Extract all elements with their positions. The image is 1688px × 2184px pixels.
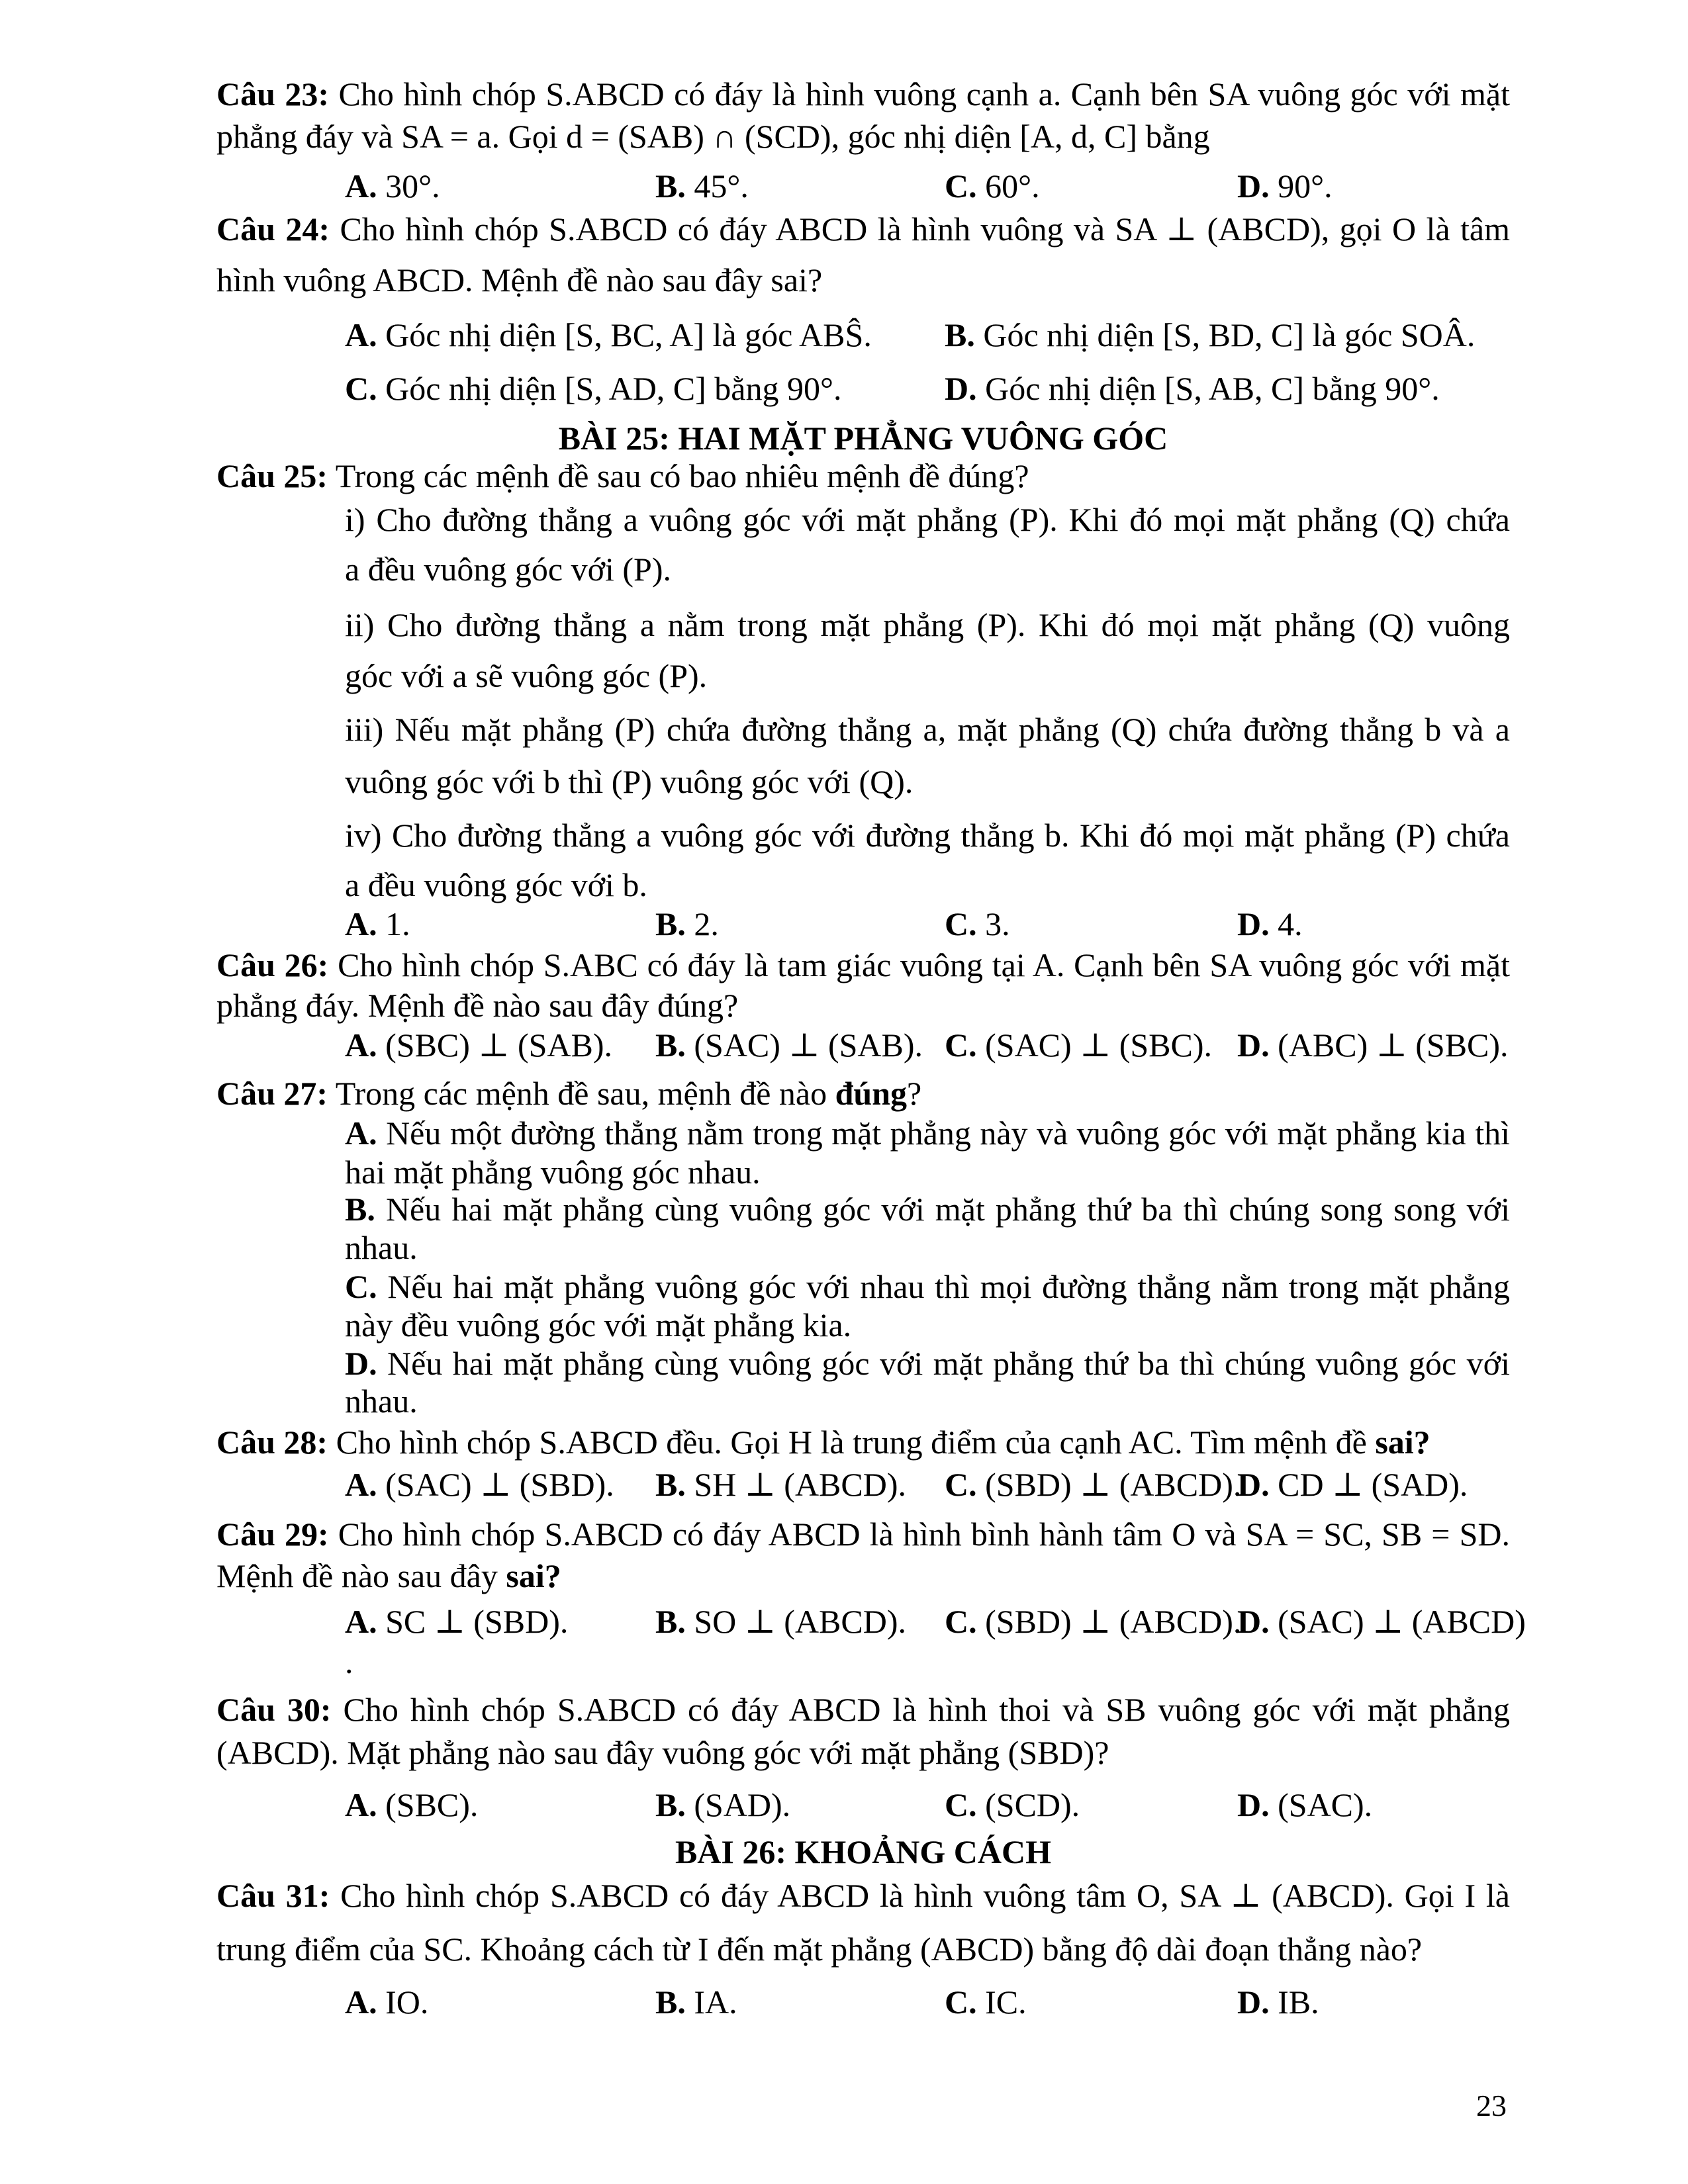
emphasis: đúng: [835, 1075, 908, 1112]
question-text: Cho hình chóp S.ABC có đáy là tam giác vuông tại A. Cạnh bên SA vuông góc với mặt: [338, 946, 1510, 983]
option-d: [1237, 1981, 1319, 2023]
option-text: nhau.: [345, 1383, 418, 1420]
option-key: A.: [345, 905, 377, 942]
question-23-line: [216, 73, 1510, 114]
statement: góc với a sẽ vuông góc (P).: [345, 657, 708, 694]
option-key: D.: [1237, 1026, 1270, 1064]
option-text: (SBC).: [385, 1786, 479, 1823]
question-27-line: [216, 1073, 1510, 1114]
option-key: D.: [1237, 1786, 1270, 1823]
option-text: 3.: [985, 905, 1010, 942]
option-a: [345, 1113, 1510, 1154]
option-text: 1.: [385, 905, 410, 942]
option-c: [945, 165, 1040, 206]
option-c: [945, 1601, 1241, 1642]
option-c: [945, 903, 1010, 944]
question-label: Câu 26:: [216, 946, 329, 983]
question-text: Cho hình chóp S.ABCD có đáy ABCD là hình vuông và SA ⊥ (ABCD), gọi O là tâm: [340, 210, 1510, 248]
question-label: Câu 29:: [216, 1516, 329, 1553]
option-b: [655, 1981, 737, 2023]
question-text: Cho hình chóp S.ABCD có đáy ABCD là hình thoi và SB vuông góc với mặt phẳng: [343, 1691, 1510, 1728]
option-key: A.: [345, 1466, 377, 1503]
question-26-line: [216, 944, 1510, 985]
question-text: phẳng đáy và SA = a. Gọi d = (SAB) ∩ (SCD), góc nhị diện [A, d, C] bằng: [216, 118, 1210, 155]
question-label: Câu 24:: [216, 210, 330, 248]
option-c: [945, 1464, 1241, 1505]
option-b: [655, 1601, 906, 1642]
option-key: A.: [345, 1603, 377, 1640]
emphasis: sai?: [506, 1557, 561, 1594]
option-text: (SBD) ⊥ (ABCD).: [985, 1466, 1242, 1503]
question-28-line: [216, 1422, 1510, 1463]
option-text: SC ⊥ (SBD).: [385, 1603, 569, 1640]
option-text: Nếu hai mặt phẳng cùng vuông góc với mặt phẳng thứ ba thì chúng vuông góc với: [387, 1345, 1510, 1382]
section-title: BÀI 26: KHOẢNG CÁCH: [675, 1833, 1052, 1870]
option-c: [945, 1981, 1027, 2023]
option-key: D.: [1237, 905, 1270, 942]
question-text: Mệnh đề nào sau đây: [216, 1557, 498, 1594]
option-text: 60°.: [985, 167, 1040, 205]
option-key: C.: [945, 1466, 977, 1503]
option-key: B.: [655, 1786, 686, 1823]
option-text: IC.: [985, 1983, 1027, 2021]
option-key: C.: [345, 370, 377, 407]
option-text: (SAC) ⊥ (SBC).: [985, 1026, 1213, 1064]
option-text: (ABC) ⊥ (SBC).: [1278, 1026, 1509, 1064]
option-key: C.: [945, 1026, 977, 1064]
statement: a đều vuông góc với (P).: [345, 551, 672, 588]
question-29-line: [216, 1514, 1510, 1555]
question-text: hình vuông ABCD. Mệnh đề nào sau đây sai?: [216, 261, 823, 298]
option-a: [345, 1601, 568, 1642]
option-a: [345, 1464, 614, 1505]
page-number: 23: [1476, 2089, 1507, 2122]
option-key: A.: [345, 167, 377, 205]
option-text: Góc nhị diện [S, AD, C] bằng 90°.: [385, 370, 842, 407]
statement: a đều vuông góc với b.: [345, 866, 647, 903]
question-30-line: [216, 1689, 1510, 1730]
question-label: Câu 25:: [216, 457, 328, 494]
question-text: phẳng đáy. Mệnh đề nào sau đây đúng?: [216, 987, 739, 1024]
option-key: A.: [345, 1983, 377, 2021]
option-key: B.: [655, 1983, 686, 2021]
question-text: Cho hình chóp S.ABCD đều. Gọi H là trung điểm của cạnh AC. Tìm mệnh đề: [336, 1424, 1367, 1461]
option-text: SO ⊥ (ABCD).: [694, 1603, 907, 1640]
option-text: hai mặt phẳng vuông góc nhau.: [345, 1154, 761, 1191]
option-key: C.: [945, 1786, 977, 1823]
option-text: (SAC).: [1278, 1786, 1373, 1823]
question-text: Cho hình chóp S.ABCD có đáy là hình vuông cạnh a. Cạnh bên SA vuông góc với mặt: [338, 75, 1510, 113]
question-text: Cho hình chóp S.ABCD có đáy ABCD là hình bình hành tâm O và SA = SC, SB = SD.: [338, 1516, 1510, 1553]
option-text: (SBD) ⊥ (ABCD).: [985, 1603, 1242, 1640]
option-key: D.: [945, 370, 977, 407]
option-text: IO.: [385, 1983, 429, 2021]
option-key: B.: [655, 1466, 686, 1503]
option-c: [945, 1784, 1080, 1825]
option-key: B.: [655, 1026, 686, 1064]
option-text: IA.: [694, 1983, 737, 2021]
question-label: Câu 30:: [216, 1691, 332, 1728]
option-c: [345, 1266, 1510, 1307]
option-key: C.: [945, 1983, 977, 2021]
option-key: D.: [345, 1345, 377, 1382]
option-key: B.: [345, 1191, 375, 1228]
option-text: 2.: [694, 905, 719, 942]
question-25-line: [216, 455, 1510, 496]
option-b: [655, 165, 749, 206]
option-text: Góc nhị diện [S, AB, C] bằng 90°.: [985, 370, 1440, 407]
option-key: B.: [655, 905, 686, 942]
option-key: D.: [1237, 167, 1270, 205]
option-a: [345, 1981, 428, 2023]
option-key: A.: [345, 1115, 377, 1152]
option-a: [345, 903, 410, 944]
option-text: này đều vuông góc với mặt phẳng kia.: [345, 1306, 852, 1343]
option-text: 90°.: [1278, 167, 1333, 205]
option-a: [345, 165, 440, 206]
option-d: [345, 1343, 1510, 1384]
option-text: CD ⊥ (SAD).: [1278, 1466, 1468, 1503]
option-key: C.: [945, 1603, 977, 1640]
option-d: [1237, 1784, 1372, 1825]
question-text: (ABCD). Mặt phẳng nào sau đây vuông góc với mặt phẳng (SBD)?: [216, 1734, 1109, 1771]
statement: i) Cho đường thẳng a vuông góc với mặt phẳng (P). Khi đó mọi mặt phẳng (Q) chứa: [345, 501, 1510, 538]
statement: iv) Cho đường thẳng a vuông góc với đường thẳng b. Khi đó mọi mặt phẳng (P) chứa: [345, 817, 1510, 854]
option-key: A.: [345, 1786, 377, 1823]
option-text: (SAC) ⊥ (SAB).: [694, 1026, 923, 1064]
option-key: D.: [1237, 1983, 1270, 2021]
option-d: [1237, 1024, 1509, 1066]
option-text: SH ⊥ (ABCD).: [694, 1466, 907, 1503]
option-a: [345, 1024, 612, 1066]
question-29-line2: [216, 1555, 1510, 1596]
option-text: (SAC) ⊥ (ABCD): [1278, 1603, 1526, 1640]
option-text: (SCD).: [985, 1786, 1080, 1823]
option-b: [655, 903, 719, 944]
option-c: [945, 1024, 1212, 1066]
question-text: ?: [907, 1075, 922, 1112]
option-text: (SAC) ⊥ (SBD).: [385, 1466, 614, 1503]
option-b: [655, 1464, 906, 1505]
option-d: [945, 368, 1440, 409]
question-text: Trong các mệnh đề sau có bao nhiêu mệnh đề đúng?: [335, 457, 1029, 494]
statement: iii) Nếu mặt phẳng (P) chứa đường thẳng a, mặt phẳng (Q) chứa đường thẳng b và a: [345, 711, 1510, 748]
option-text: Góc nhị diện [S, BC, A] là góc ABŜ.: [385, 316, 872, 353]
option-d: [1237, 1464, 1468, 1505]
section-title: BÀI 25: HAI MẶT PHẲNG VUÔNG GÓC: [558, 420, 1168, 457]
option-key: A.: [345, 316, 377, 353]
option-c: [345, 368, 842, 409]
question-text: trung điểm của SC. Khoảng cách từ I đến mặt phẳng (ABCD) bằng độ dài đoạn thẳng nào?: [216, 1931, 1423, 1968]
question-label: Câu 28:: [216, 1424, 328, 1461]
option-key: B.: [655, 1603, 686, 1640]
option-a: [345, 314, 872, 355]
option-b: [945, 314, 1475, 355]
option-text: nhau.: [345, 1229, 418, 1266]
question-label: Câu 23:: [216, 75, 330, 113]
option-text: 45°.: [694, 167, 749, 205]
trailing-period: .: [345, 1643, 353, 1680]
option-text: 4.: [1278, 905, 1303, 942]
question-label: Câu 31:: [216, 1877, 330, 1914]
option-text: Nếu hai mặt phẳng cùng vuông góc với mặt phẳng thứ ba thì chúng song song với: [385, 1191, 1510, 1228]
option-text: 30°.: [385, 167, 440, 205]
option-key: A.: [345, 1026, 377, 1064]
option-a: [345, 1784, 478, 1825]
option-d: [1237, 903, 1303, 944]
option-d: [1237, 165, 1333, 206]
option-key: D.: [1237, 1603, 1270, 1640]
option-b: [655, 1024, 923, 1066]
question-31-line: [216, 1875, 1510, 1916]
question-text: Trong các mệnh đề sau, mệnh đề nào: [335, 1075, 827, 1112]
question-24-line: [216, 208, 1510, 250]
statement: vuông góc với b thì (P) vuông góc với (Q).: [345, 763, 914, 800]
statement: ii) Cho đường thẳng a nằm trong mặt phẳng (P). Khi đó mọi mặt phẳng (Q) vuông: [345, 606, 1510, 643]
option-d: [1237, 1601, 1526, 1642]
option-key: C.: [945, 905, 977, 942]
option-text: Nếu một đường thẳng nằm trong mặt phẳng này và vuông góc với mặt phẳng kia thì: [386, 1115, 1510, 1152]
option-text: Góc nhị diện [S, BD, C] là góc SOÂ.: [983, 316, 1476, 353]
emphasis: sai?: [1375, 1424, 1430, 1461]
option-text: (SAD).: [694, 1786, 791, 1823]
option-text: IB.: [1278, 1983, 1319, 2021]
question-text: Cho hình chóp S.ABCD có đáy ABCD là hình vuông tâm O, SA ⊥ (ABCD). Gọi I là: [340, 1877, 1510, 1914]
option-key: D.: [1237, 1466, 1270, 1503]
question-label: Câu 27:: [216, 1075, 328, 1112]
option-text: (SBC) ⊥ (SAB).: [385, 1026, 613, 1064]
option-key: B.: [945, 316, 975, 353]
option-key: C.: [345, 1268, 377, 1305]
option-b: [655, 1784, 790, 1825]
option-key: C.: [945, 167, 977, 205]
option-b: [345, 1189, 1510, 1230]
option-text: Nếu hai mặt phẳng vuông góc với nhau thì mọi đường thẳng nằm trong mặt phẳng: [387, 1268, 1510, 1305]
option-key: B.: [655, 167, 686, 205]
